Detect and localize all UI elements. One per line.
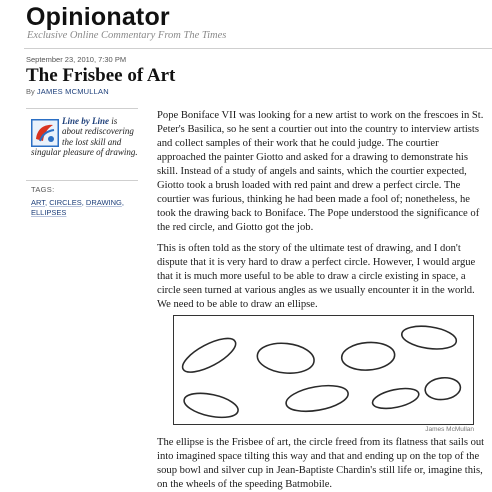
tags-heading: TAGS: [31,185,55,194]
ellipse-shape [424,376,461,401]
byline-prefix: By [26,87,35,96]
ellipse-shape [284,381,350,415]
ellipse-shape [178,332,240,379]
ellipse-shape [371,385,421,412]
ellipse-shape [256,341,316,376]
blog-name[interactable]: Opinionator [26,3,170,31]
tag-link-circles[interactable]: CIRCLES [49,198,82,207]
ellipse-shape [400,323,457,352]
tag-link-ellipses[interactable]: ELLIPSES [31,208,67,217]
article-paragraph: The ellipse is the Frisbee of art, the circle freed from its flatness that sails out into imagined space tilting this way and that and ending up on the top of the soup bowl and silver cup in Jean-Baptiste Chardin's still life or, imagine this, on the wheels of the speeding Batmobile. [157,437,485,490]
sidebar-divider [26,108,138,109]
byline [26,88,109,96]
header-divider [24,48,492,49]
column-name-link[interactable]: Line by Line [62,116,109,126]
author-link[interactable]: JAMES MCMULLAN [36,87,109,96]
figure-credit: James McMullan [425,426,474,433]
article-paragraph: This is often told as the story of the ultimate test of drawing, and I don't dispute that it is very hard to draw a perfect circle. However, I would argue that it is much more useful to be able to draw a circle existing in space, a circle seen turned at various angles as we usually encounter it in the world. We need to be able to draw an ellipse. [157,243,476,310]
sidebar-divider [26,180,138,181]
column-description-text: is about rediscovering the lost skill and singular pleasure of drawing. [31,116,138,158]
article-paragraph: Pope Boniface VII was looking for a new artist to work on the frescoes in St. Peter's Basilica, so he sent a courtier out into the country to interview artists and collect samples of their work that he could judge. The courtier approached the painter Giotto and asked for a drawing to demonstrate his skill. Instead of a study of angels and saints, which the courtier expected, Giotto took a brush loaded with red paint and drew a perfect circle. The courtier was furious, thinking he had been made a fool of; nonetheless, he took the drawing back to Boniface. The Pope understood the significance of the red circle, and Giotto got the job. [157,110,484,233]
tag-link-art[interactable]: ART [31,198,46,207]
column-description [31,116,139,158]
dateline: September 23, 2010, 7:30 PM [26,55,127,64]
ellipse-shape [341,341,396,372]
ellipse-drawing [173,315,474,425]
ellipse-shape [182,389,240,422]
tag-link-drawing[interactable]: DRAWING [85,198,122,207]
blog-tagline: Exclusive Online Commentary From The Times [27,30,227,41]
tags-list: ART, CIRCLES, DRAWING, ELLIPSES [31,198,124,217]
article-title: The Frisbee of Art [26,65,176,86]
